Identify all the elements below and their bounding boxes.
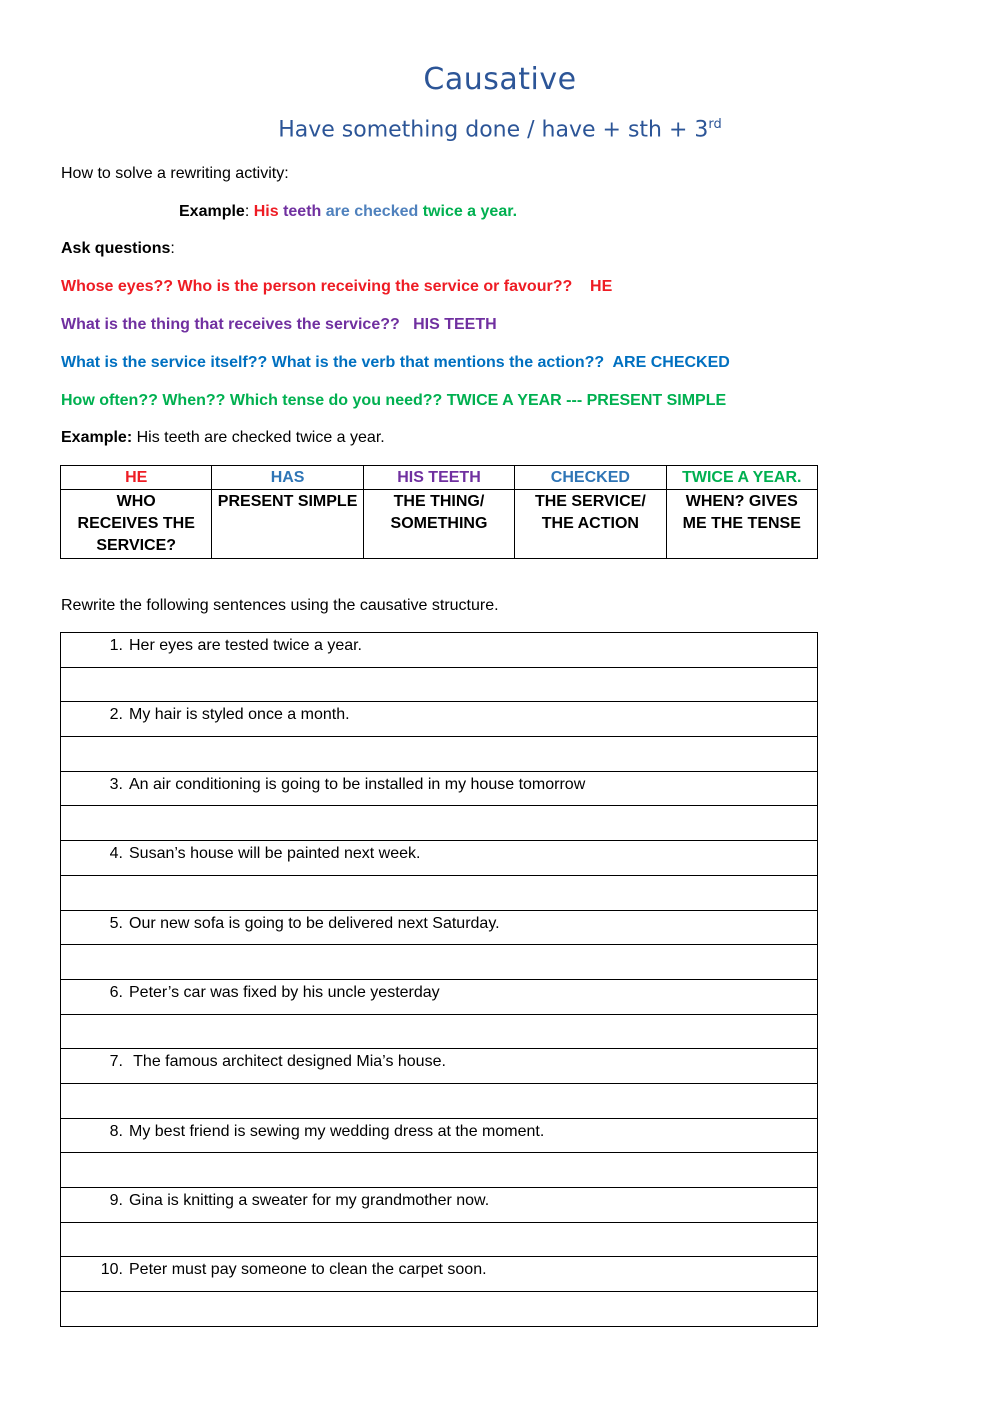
example2-label: Example:	[61, 429, 133, 446]
subtitle-superscript: rd	[708, 117, 722, 132]
exercise-answer-row[interactable]	[61, 667, 818, 702]
exercise-question-row	[61, 1257, 818, 1292]
summary-header-cell: TWICE A YEAR.	[666, 466, 817, 490]
exercise-question-row	[61, 910, 818, 945]
causative-summary-table	[60, 465, 818, 559]
summary-header-row	[61, 466, 818, 490]
example-subject: His	[253, 203, 279, 220]
exercise-answer-row[interactable]	[61, 1153, 818, 1188]
exercise-question-row	[61, 979, 818, 1014]
example-verb: are checked	[325, 203, 419, 220]
exercise-answer-row[interactable]	[61, 806, 818, 841]
exercise-number: 3.	[109, 775, 123, 793]
exercise-answer-row[interactable]	[61, 1083, 818, 1118]
exercise-sentence: My best friend is sewing my wedding dress at the moment.	[129, 1122, 545, 1140]
exercise-number: 5.	[109, 914, 123, 932]
exercise-table	[60, 632, 818, 1327]
exercise-question-row	[61, 1188, 818, 1223]
exercise-number: 2.	[109, 706, 123, 724]
exercise-answer-row[interactable]	[61, 1014, 818, 1049]
subtitle-text: Have something done / have + sth + 3	[278, 117, 709, 143]
exercise-answer-row[interactable]	[61, 945, 818, 980]
exercise-question-row	[61, 1118, 818, 1153]
exercise-instruction: Rewrite the following sentences using the causative structure.	[61, 597, 499, 614]
exercise-sentence: Peter must pay someone to clean the carpet soon.	[129, 1261, 487, 1279]
summary-description-cell: THE SERVICE/ THE ACTION	[515, 490, 666, 559]
summary-description-row	[61, 490, 818, 559]
example-sentence-plain	[61, 428, 385, 448]
exercise-answer-row[interactable]	[61, 1222, 818, 1257]
example-separator: :	[244, 203, 254, 220]
exercise-number: 9.	[109, 1192, 123, 1209]
exercise-sentence: Our new sofa is going to be delivered next Saturday.	[129, 914, 500, 932]
exercise-answer-row[interactable]	[61, 737, 818, 772]
example-sentence-colored	[179, 202, 517, 222]
summary-description-cell: WHO RECEIVES THE SERVICE?	[61, 490, 212, 559]
question-when: How often?? When?? Which tense do you need?? TWICE A YEAR --- PRESENT SIMPLE	[61, 392, 727, 409]
summary-header-cell: HIS TEETH	[363, 466, 514, 490]
exercise-sentence: The famous architect designed Mia’s house.	[129, 1053, 446, 1071]
summary-header-cell: CHECKED	[515, 466, 666, 490]
question-service: What is the service itself?? What is the verb that mentions the action?? ARE CHECKED	[61, 354, 730, 371]
exercise-sentence: Susan’s house will be painted next week.	[129, 845, 421, 863]
question-who: Whose eyes?? Who is the person receiving the service or favour?? HE	[61, 278, 613, 295]
exercise-number: 7.	[109, 1053, 123, 1071]
exercise-number: 10.	[100, 1261, 123, 1279]
exercise-sentence: Gina is knitting a sweater for my grandmother now.	[129, 1192, 490, 1209]
exercise-number: 4.	[109, 845, 123, 863]
exercise-sentence: An air conditioning is going to be installed in my house tomorrow	[129, 775, 586, 793]
exercise-number: 8.	[109, 1122, 123, 1140]
summary-description-cell: WHEN? GIVES ME THE TENSE	[666, 490, 817, 559]
example-object: teeth	[283, 203, 322, 220]
summary-header-cell: HAS	[212, 466, 363, 490]
question-what-thing: What is the thing that receives the service?? HIS TEETH	[61, 316, 497, 333]
exercise-number: 6.	[109, 983, 123, 1001]
exercise-question-row	[61, 702, 818, 737]
exercise-question-row	[61, 633, 818, 668]
exercise-sentence: Peter’s car was fixed by his uncle yesterday	[129, 983, 440, 1001]
intro-text: How to solve a rewriting activity:	[61, 165, 289, 182]
example-time: twice a year.	[422, 203, 518, 220]
summary-header-cell: HE	[61, 466, 212, 490]
exercise-answer-row[interactable]	[61, 875, 818, 910]
exercise-question-row	[61, 1049, 818, 1084]
summary-description-cell: PRESENT SIMPLE	[212, 490, 363, 559]
exercise-sentence: My hair is styled once a month.	[129, 706, 350, 724]
exercise-question-row	[61, 771, 818, 806]
ask-questions-heading	[61, 239, 175, 259]
exercise-question-row	[61, 841, 818, 876]
ask-colon: :	[170, 240, 175, 257]
summary-description-cell: THE THING/ SOMETHING	[363, 490, 514, 559]
page-title: Causative	[423, 62, 577, 97]
page-subtitle	[0, 117, 1000, 142]
example2-text: His teeth are checked twice a year.	[132, 429, 385, 446]
exercise-answer-row[interactable]	[61, 1292, 818, 1327]
exercise-number: 1.	[109, 637, 123, 654]
ask-label: Ask questions	[61, 240, 171, 257]
example-label: Example	[179, 203, 245, 220]
exercise-sentence: Her eyes are tested twice a year.	[129, 637, 362, 654]
